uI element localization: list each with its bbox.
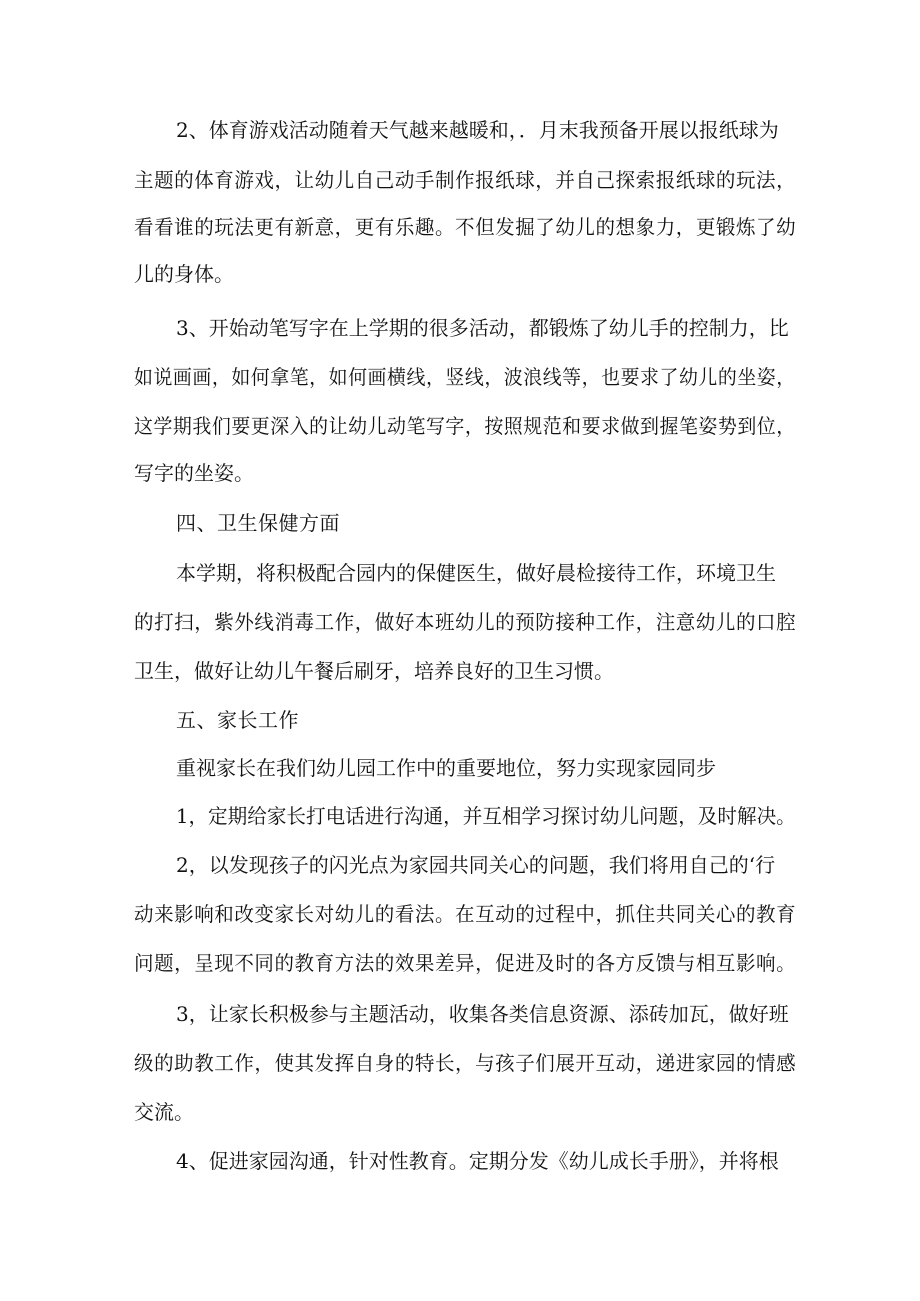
section-heading: 五、家长工作 <box>176 708 299 732</box>
text-line: 2，以发现孩子的闪光点为家园共同关心的问题，我们将用自己的‘行 <box>176 853 776 877</box>
text-line: 卫生，做好让幼儿午餐后刷牙，培养良好的卫生习惯。 <box>134 659 614 683</box>
text-line: 3、开始动笔写字在上学期的很多活动，都锻炼了幼儿手的控制力，比 <box>176 316 789 340</box>
text-line: 如说画画，如何拿笔，如何画横线，竖线，波浪线等，也要求了幼儿的坐姿， <box>134 365 796 389</box>
text-line: 儿的身体。 <box>134 262 234 286</box>
text-line: 看看谁的玩法更有新意，更有乐趣。不但发掘了幼儿的想象力，更锻炼了幼 <box>134 215 797 239</box>
text-line: 3，让家长积极参与主题活动，收集各类信息资源、添砖加瓦，做好班 <box>176 1002 789 1026</box>
text-line: 这学期我们要更深入的让幼儿动笔写字，按照规范和要求做到握笔姿势到位， <box>134 414 796 438</box>
text-line: 重视家长在我们幼儿园工作中的重要地位，努力实现家园同步 <box>176 756 716 780</box>
text-line: 动来影响和改变家长对幼儿的看法。在互动的过程中，抓住共同关心的教育 <box>134 902 797 926</box>
text-line: 的打扫，紫外线消毒工作，做好本班幼儿的预防接种工作，注意幼儿的口腔 <box>134 610 797 634</box>
text-line: 问题，呈现不同的教育方法的效果差异，促进及时的各方反馈与相互影响。 <box>134 951 797 975</box>
text-line: 1，定期给家长打电话进行沟通，并互相学习探讨幼儿问题，及时解决。 <box>176 804 796 828</box>
section-heading: 四、卫生保健方面 <box>176 511 340 535</box>
text-line: 2、体育游戏活动随着天气越来越暖和，．月末我预备开展以报纸球为 <box>176 118 779 142</box>
text-line: 写字的坐姿。 <box>134 461 254 485</box>
text-line: 主题的体育游戏，让幼儿自己动手制作报纸球，并自己探索报纸球的玩法， <box>134 168 797 192</box>
text-line: 4、促进家园沟通，针对性教育。定期分发《幼儿成长手册》，并将根 <box>176 1149 779 1173</box>
text-line: 交流。 <box>134 1100 194 1124</box>
text-line: 本学期，将积极配合园内的保健医生，做好晨检接待工作，环境卫生 <box>176 561 776 585</box>
text-line: 级的助教工作，使其发挥自身的特长，与孩子们展开互动，递进家园的情感 <box>134 1051 797 1075</box>
